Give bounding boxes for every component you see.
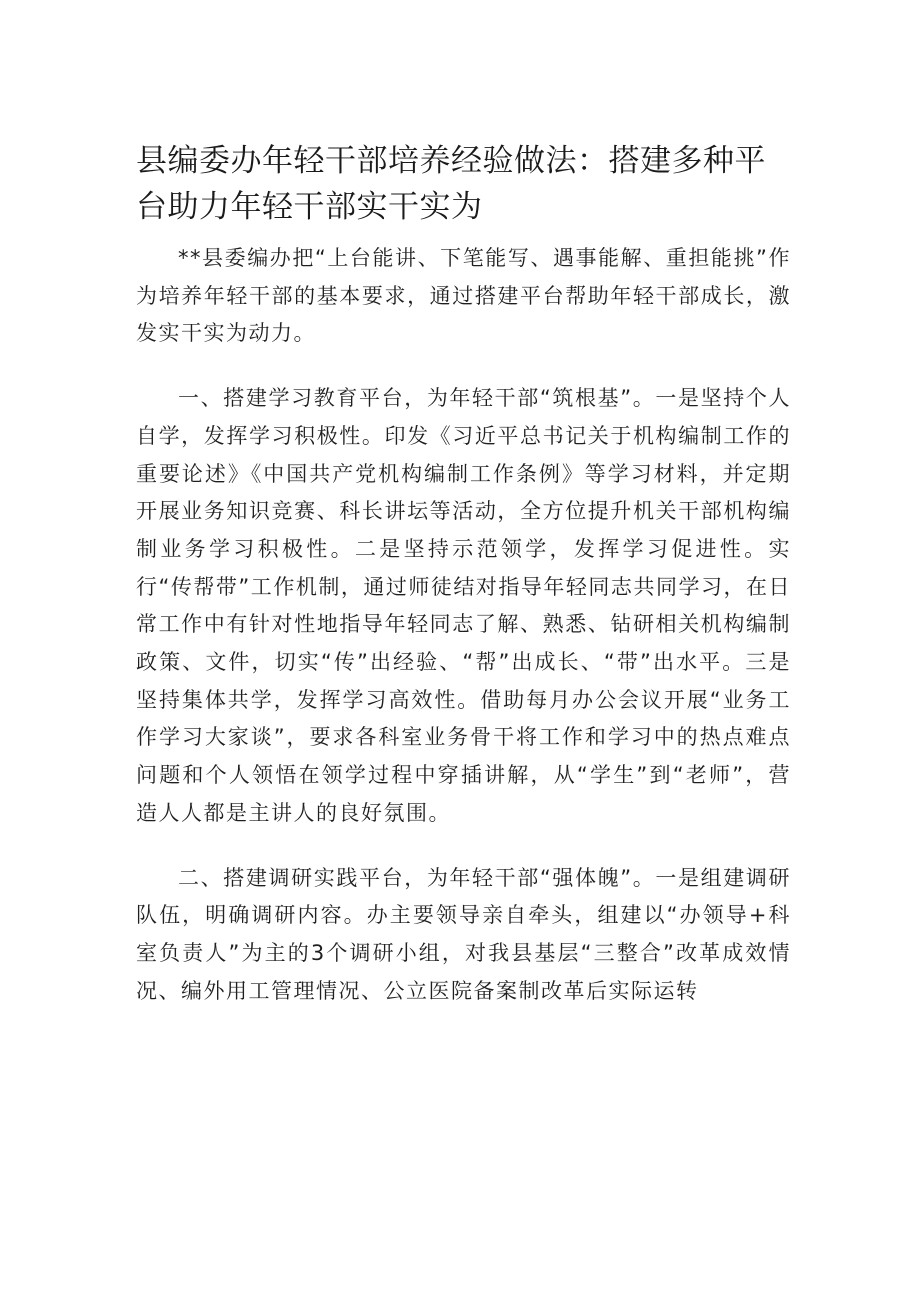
section-one-paragraph: 一、搭建学习教育平台，为年轻干部“筑根基”。一是坚持个人自学，发挥学习积极性。印发《习近平总书记关于机构编制工作的重要论述》《中国共产党机构编制工作条例》等学习材料，并定期开展业务知识竞赛、科长讲坛等活动，全方位提升机关干部机构编制业务学习积极性。二是坚持示范领学，发挥学习促进性。实行“传帮带”工作机制，通过师徒结对指导年轻同志共同学习，在日常工作中有针对性地指导年轻同志了解、熟悉、钻研相关机构编制政策、文件，切实“传”出经验、“帮”出成长、“带”出水平。三是坚持集体共学，发挥学习高效性。借助每月办公会议开展“业务工作学习大家谈”，要求各科室业务骨干将工作和学习中的热点难点问题和个人领悟在领学过程中穿插讲解，从“学生”到“老师”，营造人人都是主讲人的良好氛围。 xyxy=(136,386,791,825)
intro-paragraph: **县委编办把“上台能讲、下笔能写、遇事能解、重担能挑”作为培养年轻干部的基本要求，通过搭建平台帮助年轻干部成长，激发实干实为动力。 xyxy=(136,246,791,346)
document-title: 县编委办年轻干部培养经验做法：搭建多种平台助力年轻干部实干实为 xyxy=(136,143,766,225)
section-two-paragraph: 二、搭建调研实践平台，为年轻干部“强体魄”。一是组建调研队伍，明确调研内容。办主要领导亲自牵头，组建以“办领导+科室负责人”为主的3个调研小组，对我县基层“三整合”改革成效情况、编外用工管理情况、公立医院备案制改革后实际运转 xyxy=(136,865,791,1003)
document-body xyxy=(136,240,791,1037)
